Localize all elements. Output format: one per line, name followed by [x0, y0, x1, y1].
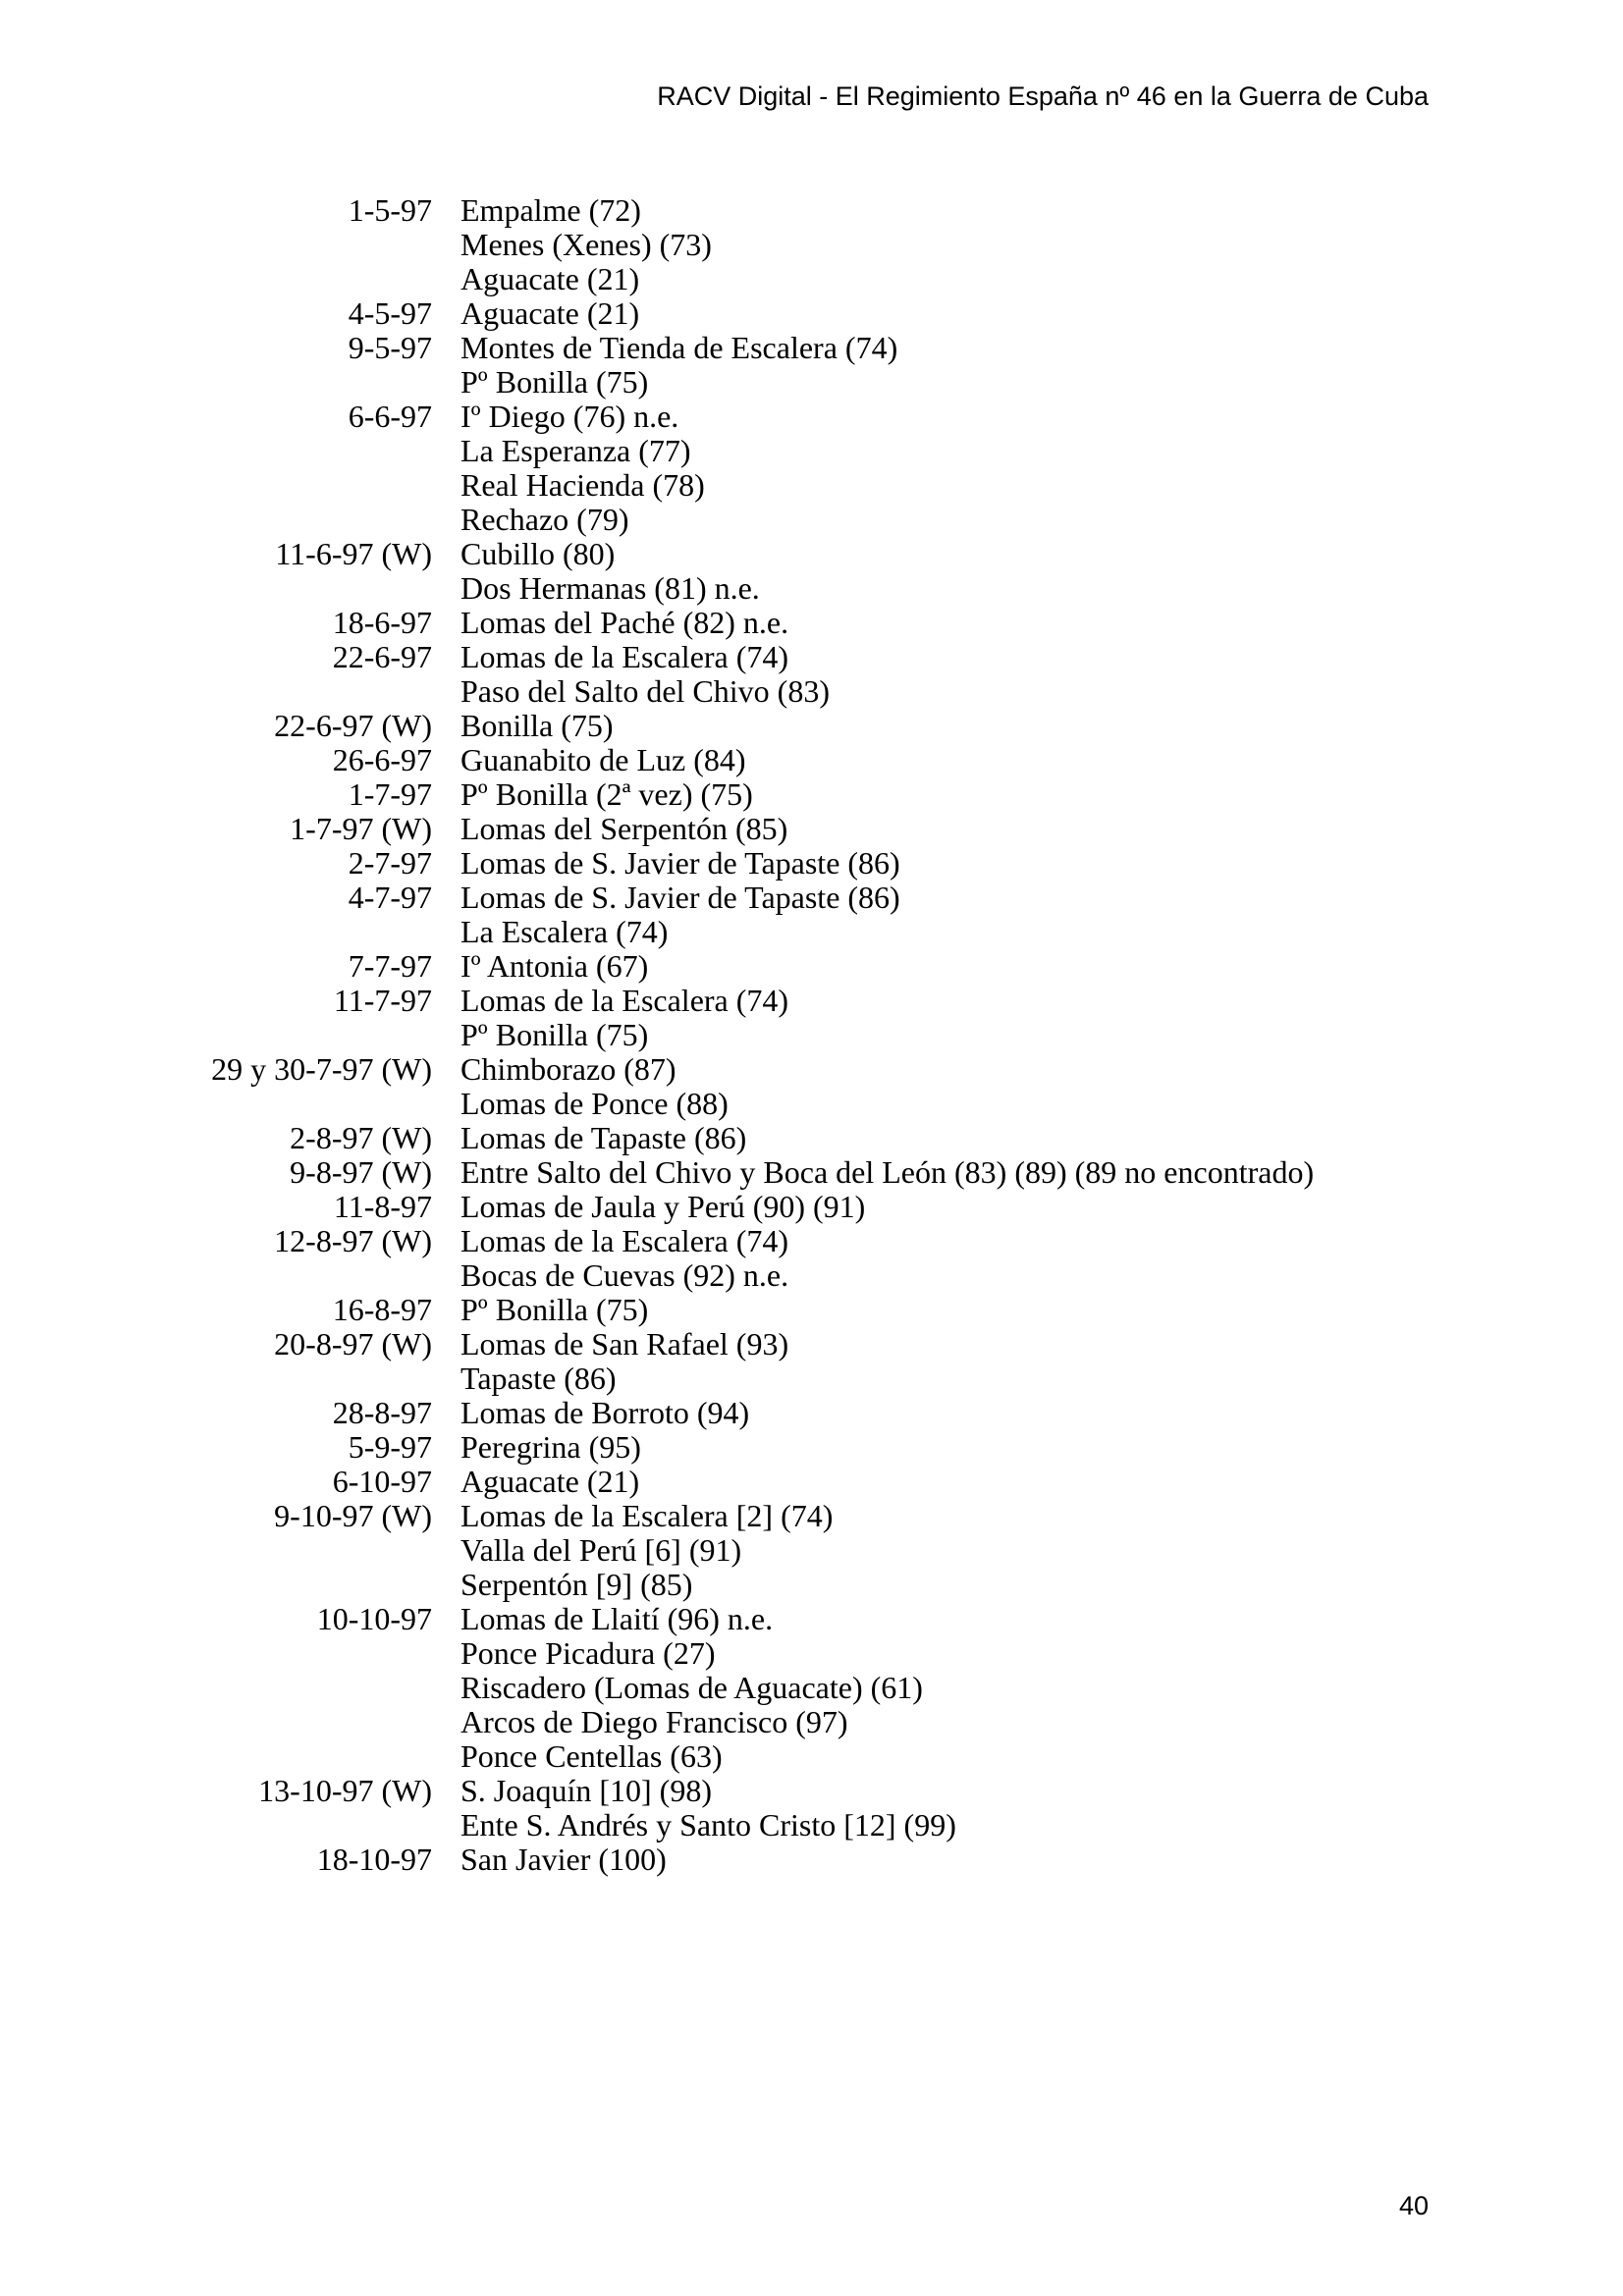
table-row [0, 468, 1623, 503]
table-row [0, 1362, 1623, 1396]
table-row [0, 984, 1623, 1018]
row-place: Lomas del Serpentón (85) [460, 811, 788, 846]
table-row [0, 1121, 1623, 1155]
row-date: 6-6-97 [348, 399, 432, 434]
row-place: Entre Salto del Chivo y Boca del León (83) (89) (89 no encontrado) [460, 1154, 1315, 1190]
row-date: 20-8-97 (W) [274, 1326, 432, 1362]
row-place: Ponce Picadura (27) [460, 1635, 716, 1671]
row-place: Lomas de la Escalera [2] (74) [460, 1498, 834, 1533]
row-date: 1-5-97 [348, 192, 432, 228]
row-place: Lomas de la Escalera (74) [460, 983, 789, 1018]
row-place: San Javier (100) [460, 1842, 667, 1877]
row-date: 7-7-97 [348, 948, 432, 984]
table-row [0, 1190, 1623, 1224]
table-row [0, 915, 1623, 949]
table-row [0, 1568, 1623, 1602]
table-row [0, 400, 1623, 434]
row-place: Lomas de S. Javier de Tapaste (86) [460, 880, 900, 915]
row-place: Ponce Centellas (63) [460, 1738, 723, 1774]
row-date: 2-8-97 (W) [290, 1120, 432, 1155]
row-place: Lomas de Tapaste (86) [460, 1120, 747, 1155]
row-place: S. Joaquín [10] (98) [460, 1773, 712, 1808]
row-place: Lomas de la Escalera (74) [460, 1223, 789, 1258]
row-place: Paso del Salto del Chivo (83) [460, 673, 830, 709]
table-row [0, 1293, 1623, 1327]
row-place: Real Hacienda (78) [460, 467, 705, 503]
page-header-title: RACV Digital - El Regimiento España nº 46 en la Guerra de Cuba [657, 81, 1429, 111]
table-row [0, 881, 1623, 915]
table-row [0, 812, 1623, 846]
table-row [0, 503, 1623, 537]
row-place: Pº Bonilla (75) [460, 1292, 649, 1327]
row-place: Aguacate (21) [460, 1464, 640, 1499]
table-row [0, 640, 1623, 674]
row-place: Peregrina (95) [460, 1429, 641, 1465]
row-place: Lomas de S. Javier de Tapaste (86) [460, 845, 900, 881]
table-row [0, 949, 1623, 984]
row-date: 1-7-97 [348, 776, 432, 812]
row-place: Lomas de la Escalera (74) [460, 639, 789, 674]
row-date: 16-8-97 [332, 1292, 432, 1327]
row-date: 18-10-97 [316, 1842, 432, 1877]
row-place: Iº Antonia (67) [460, 948, 649, 984]
row-place: Lomas de Ponce (88) [460, 1086, 729, 1121]
table-row [0, 1327, 1623, 1362]
row-place: La Escalera (74) [460, 914, 669, 949]
row-date: 22-6-97 [332, 639, 432, 674]
table-row [0, 1636, 1623, 1671]
row-date: 22-6-97 (W) [274, 708, 432, 743]
row-date: 13-10-97 (W) [258, 1773, 432, 1808]
row-date: 2-7-97 [348, 845, 432, 881]
row-date: 1-7-97 (W) [290, 811, 432, 846]
row-place: Riscadero (Lomas de Aguacate) (61) [460, 1670, 923, 1705]
row-place: Arcos de Diego Francisco (97) [460, 1704, 848, 1739]
table-row [0, 1018, 1623, 1052]
row-place: Empalme (72) [460, 192, 641, 228]
row-place: Lomas de San Rafael (93) [460, 1326, 789, 1362]
row-date: 5-9-97 [348, 1429, 432, 1465]
table-row [0, 331, 1623, 365]
row-date: 12-8-97 (W) [274, 1223, 432, 1258]
row-date: 4-5-97 [348, 295, 432, 331]
row-date: 10-10-97 [316, 1601, 432, 1636]
row-place: Bonilla (75) [460, 708, 614, 743]
row-place: Aguacate (21) [460, 261, 640, 296]
row-date: 9-10-97 (W) [274, 1498, 432, 1533]
row-place: Aguacate (21) [460, 295, 640, 331]
table-row [0, 1705, 1623, 1739]
row-place: Valla del Perú [6] (91) [460, 1532, 742, 1568]
engagement-list [0, 193, 1623, 1877]
row-date: 4-7-97 [348, 880, 432, 915]
table-row [0, 1430, 1623, 1465]
row-place: Iº Diego (76) n.e. [460, 399, 679, 434]
table-row [0, 1602, 1623, 1636]
row-place: Lomas de Borroto (94) [460, 1395, 750, 1430]
table-row [0, 1465, 1623, 1499]
row-date: 29 y 30-7-97 (W) [211, 1051, 432, 1087]
table-row [0, 1499, 1623, 1533]
table-row [0, 365, 1623, 400]
row-place: Ente S. Andrés y Santo Cristo [12] (99) [460, 1807, 956, 1842]
page-number: 40 [1398, 2191, 1429, 2220]
row-place: Serpentón [9] (85) [460, 1567, 693, 1602]
table-row [0, 1052, 1623, 1087]
row-place: Menes (Xenes) (73) [460, 227, 712, 262]
row-date: 6-10-97 [332, 1464, 432, 1499]
table-row [0, 296, 1623, 331]
table-row [0, 1842, 1623, 1877]
table-row [0, 846, 1623, 881]
table-row [0, 1774, 1623, 1808]
row-place: Cubillo (80) [460, 536, 616, 571]
row-date: 11-8-97 [333, 1189, 432, 1224]
table-row [0, 434, 1623, 468]
table-row [0, 1087, 1623, 1121]
row-date: 26-6-97 [332, 742, 432, 777]
row-date: 9-5-97 [348, 330, 432, 365]
table-row [0, 606, 1623, 640]
row-place: Tapaste (86) [460, 1361, 617, 1396]
row-place: La Esperanza (77) [460, 433, 691, 468]
table-row [0, 193, 1623, 228]
table-row [0, 777, 1623, 812]
row-place: Pº Bonilla (2ª vez) (75) [460, 776, 753, 812]
table-row [0, 709, 1623, 743]
row-place: Lomas del Paché (82) n.e. [460, 605, 789, 640]
table-row [0, 743, 1623, 777]
table-row [0, 1155, 1623, 1190]
row-place: Montes de Tienda de Escalera (74) [460, 330, 898, 365]
row-date: 9-8-97 (W) [290, 1154, 432, 1190]
row-place: Guanabito de Luz (84) [460, 742, 746, 777]
row-date: 18-6-97 [332, 605, 432, 640]
table-row [0, 228, 1623, 262]
row-place: Dos Hermanas (81) n.e. [460, 570, 760, 606]
table-row [0, 1396, 1623, 1430]
table-row [0, 674, 1623, 709]
table-row [0, 537, 1623, 571]
table-row [0, 1224, 1623, 1258]
row-date: 11-6-97 (W) [275, 536, 432, 571]
row-place: Rechazo (79) [460, 502, 629, 537]
table-row [0, 571, 1623, 606]
table-row [0, 1258, 1623, 1293]
table-row [0, 262, 1623, 296]
table-row [0, 1671, 1623, 1705]
row-place: Lomas de Jaula y Perú (90) (91) [460, 1189, 866, 1224]
row-place: Chimborazo (87) [460, 1051, 676, 1087]
table-row [0, 1808, 1623, 1842]
row-date: 11-7-97 [333, 983, 432, 1018]
table-row [0, 1739, 1623, 1774]
table-row [0, 1533, 1623, 1568]
row-place: Bocas de Cuevas (92) n.e. [460, 1257, 789, 1293]
row-place: Pº Bonilla (75) [460, 364, 649, 400]
row-place: Pº Bonilla (75) [460, 1017, 649, 1052]
row-date: 28-8-97 [332, 1395, 432, 1430]
row-place: Lomas de Llaití (96) n.e. [460, 1601, 774, 1636]
